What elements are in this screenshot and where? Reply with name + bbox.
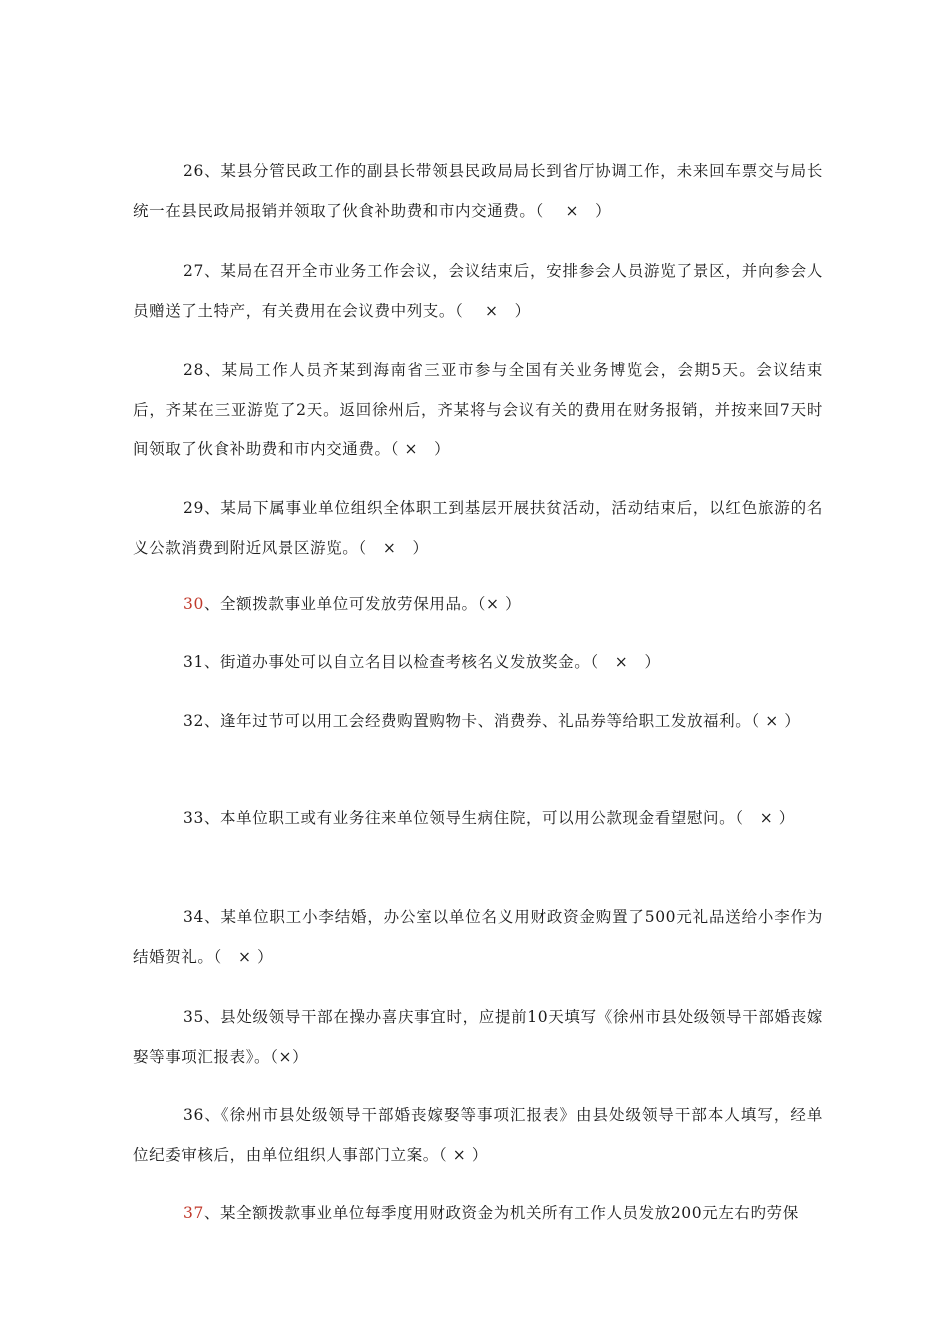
question-37 bbox=[133, 1194, 823, 1234]
question-number: 32 bbox=[183, 712, 204, 730]
question-text: 、本单位职工或有业务往来单位领导生病住院，可以用公款现金看望慰问。（ × ） bbox=[203, 809, 795, 827]
question-number: 35 bbox=[183, 1008, 204, 1026]
question-number: 26 bbox=[183, 162, 204, 180]
question-text: 、县处级领导干部在操办喜庆事宜时，应提前10天填写《徐州市县处级领导干部婚丧嫁娶等事项汇报表》。（×） bbox=[133, 1008, 823, 1066]
question-text: 、某县分管民政工作的副县长带领县民政局局长到省厅协调工作，未来回车票交与局长统一在县民政局报销并领取了伙食补助费和市内交通费。（ × ） bbox=[133, 162, 823, 220]
question-text: 、逢年过节可以用工会经费购置购物卡、消费券、礼品券等给职工发放福利。（ × ） bbox=[203, 712, 801, 730]
question-number: 29 bbox=[183, 499, 204, 517]
question-30 bbox=[133, 585, 823, 625]
question-36 bbox=[133, 1096, 823, 1175]
question-text: 、某局下属事业单位组织全体职工到基层开展扶贫活动，活动结束后，以红色旅游的名义公款消费到附近风景区游览。（ × ） bbox=[133, 499, 823, 557]
question-text: 、某局在召开全市业务工作会议，会议结束后，安排参会人员游览了景区，并向参会人员赠送了土特产，有关费用在会议费中列支。（ × ） bbox=[133, 262, 823, 320]
question-26 bbox=[133, 152, 823, 231]
question-number: 33 bbox=[183, 809, 204, 827]
question-text: 、某单位职工小李结婚，办公室以单位名义用财政资金购置了500元礼品送给小李作为结婚贺礼。（ × ） bbox=[133, 908, 823, 966]
question-text: 、《徐州市县处级领导干部婚丧嫁娶等事项汇报表》由县处级领导干部本人填写，经单位纪委审核后，由单位组织人事部门立案。（ × ） bbox=[133, 1106, 823, 1164]
question-number: 30 bbox=[183, 595, 204, 613]
question-number: 37 bbox=[183, 1204, 204, 1222]
question-number: 31 bbox=[183, 653, 204, 671]
question-number: 27 bbox=[183, 262, 204, 280]
question-34 bbox=[133, 898, 823, 977]
question-29 bbox=[133, 489, 823, 568]
question-32 bbox=[133, 702, 823, 742]
question-31 bbox=[133, 643, 823, 683]
question-text: 、某局工作人员齐某到海南省三亚市参与全国有关业务博览会，会期5天。会议结束后，齐某在三亚游览了2天。返回徐州后，齐某将与会议有关的费用在财务报销，并按来回7天时间领取了伙食补助费和市内交通费。（ × ） bbox=[133, 361, 823, 458]
question-27 bbox=[133, 252, 823, 331]
question-number: 28 bbox=[183, 361, 204, 379]
question-35 bbox=[133, 998, 823, 1077]
question-text: 、某全额拨款事业单位每季度用财政资金为机关所有工作人员发放200元左右旳劳保 bbox=[203, 1204, 799, 1222]
question-33 bbox=[133, 799, 823, 839]
question-28 bbox=[133, 351, 823, 470]
question-number: 36 bbox=[183, 1106, 204, 1124]
question-text: 、街道办事处可以自立名目以检查考核名义发放奖金。（ × ） bbox=[203, 653, 661, 671]
question-text: 、全额拨款事业单位可发放劳保用品。（× ） bbox=[203, 595, 522, 613]
question-number: 34 bbox=[183, 908, 204, 926]
